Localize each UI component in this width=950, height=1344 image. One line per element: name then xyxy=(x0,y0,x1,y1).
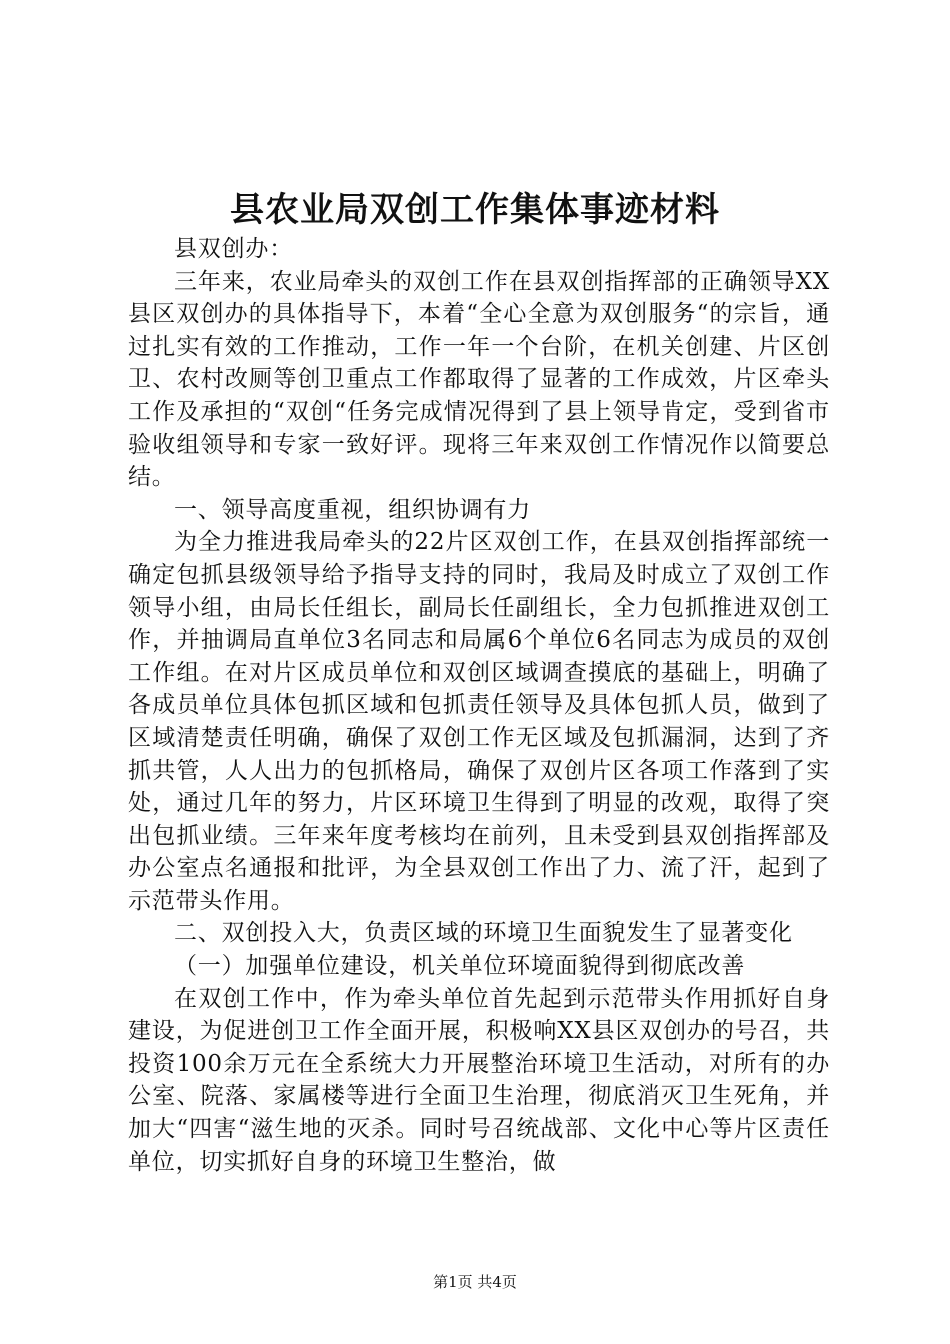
salutation: 县双创办： xyxy=(174,236,293,262)
paragraph: 在双创工作中，作为牵头单位首先起到示范带头作用抓好自身建设，为促进创卫工作全面开展，积极响XX县区双创办的号召，共投资100余万元在全系统大力开展整治环境卫生活动，对所有的办公室、院落、家属楼等进行全面卫生治理，彻底消灭卫生死角，并加大“四害“滋生地的灭杀。同时号召统战部、文化中心等片区责任单位，切实抓好自身的环境卫生整治，做 xyxy=(128,985,830,1175)
subsection-heading: （一）加强单位建设，机关单位环境面貌得到彻底改善 xyxy=(174,953,746,980)
paragraph: 三年来，农业局牵头的双创工作在县双创指挥部的正确领导XX县区双创办的具体指导下，本着“全心全意为双创服务“的宗旨，通过扎实有效的工作推动，工作一年一个台阶，在机关创建、片区创卫、农村改厕等创卫重点工作都取得了显著的工作成效，片区牵头工作及承担的“双创“任务完成情况得到了县上领导肯定，受到省市验收组领导和专家一致好评。现将三年来双创工作情况作以简要总结。 xyxy=(128,268,830,491)
paragraph: 为全力推进我局牵头的22片区双创工作，在县双创指挥部统一确定包抓县级领导给予指导支持的同时，我局及时成立了双创工作领导小组，由局长任组长，副局长任副组长，全力包抓推进双创工作，并抽调局直单位3名同志和局属6个单位6名同志为成员的双创工作组。在对片区成员单位和双创区域调查摸底的基础上，明确了各成员单位具体包抓区域和包抓责任领导及具体包抓人员，做到了区域清楚责任明确，确保了双创工作无区域及包抓漏洞，达到了齐抓共管，人人出力的包抓格局，确保了双创片区各项工作落到了实处，通过几年的努力，片区环境卫生得到了明显的改观，取得了突出包抓业绩。三年来年度考核均在前列，且未受到县双创指挥部及办公室点名通报和批评，为全县双创工作出了力、流了汗，起到了示范带头作用。 xyxy=(128,529,830,914)
document-title: 县农业局双创工作集体事迹材料 xyxy=(230,190,720,230)
page-number-footer: 第1页 共4页 xyxy=(433,1273,517,1291)
section-heading: 二、双创投入大，负责区域的环境卫生面貌发生了显著变化 xyxy=(174,920,793,947)
document-body xyxy=(128,233,830,1178)
section-heading: 一、领导高度重视，组织协调有力 xyxy=(174,496,531,523)
